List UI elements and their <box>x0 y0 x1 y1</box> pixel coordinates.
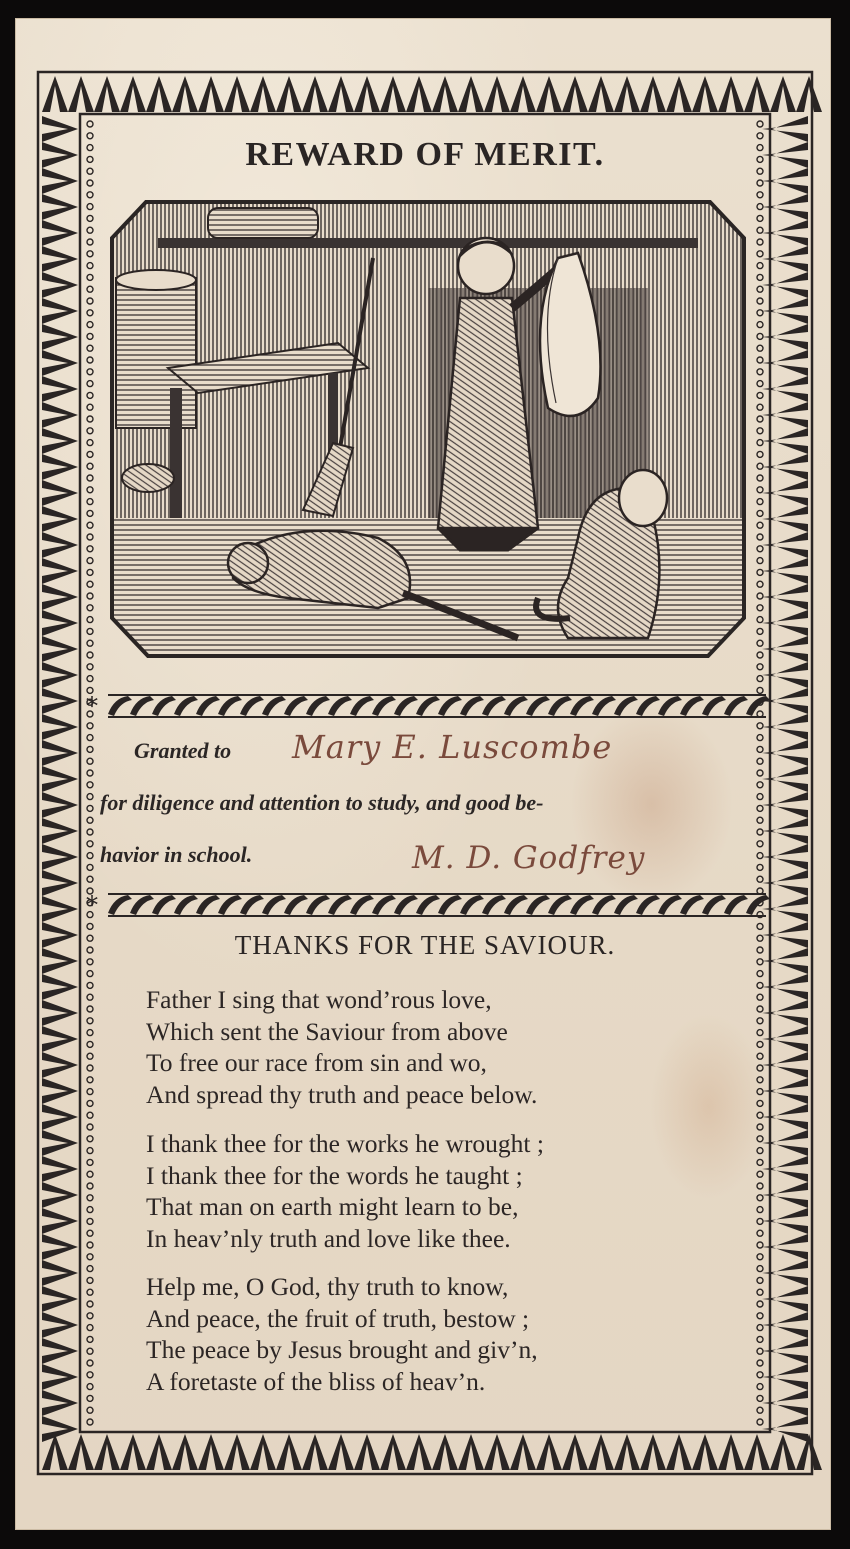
poem-line: Help me, O God, thy truth to know, <box>146 1272 509 1301</box>
granted-to-label: Granted to <box>134 738 232 763</box>
poem-line: In heav’nly truth and love like thee. <box>146 1223 511 1253</box>
poem-title: THANKS FOR THE SAVIOUR. <box>234 930 616 960</box>
poem-line: That man on earth might learn to be, <box>146 1192 519 1221</box>
poem-line: And peace, the fruit of truth, bestow ; <box>146 1303 530 1333</box>
poem-stanza-1 <box>146 984 537 1110</box>
svg-text:*: * <box>86 891 98 919</box>
woodcut-illustration <box>108 198 748 660</box>
poem-line: To free our race from sin and wo, <box>146 1048 487 1077</box>
rope-divider-bottom <box>86 891 776 919</box>
poem-line: The peace by Jesus brought and giv’n, <box>146 1335 538 1364</box>
poem-line: Father I sing that wond’rous love, <box>146 985 492 1014</box>
poem-line: And spread thy truth and peace below. <box>146 1079 538 1109</box>
recipient-name-handwritten: Mary E. Luscombe <box>292 728 613 766</box>
reason-line-1: for diligence and attention to study, and good be- <box>100 790 544 815</box>
certificate-heading: REWARD OF MERIT. <box>245 136 605 173</box>
poem-line: I thank thee for the words he taught ; <box>146 1160 523 1190</box>
poem-stanza-2 <box>146 1128 544 1254</box>
reason-line-2: havior in school. <box>100 842 253 867</box>
signature-handwritten: M. D. Godfrey <box>412 840 646 876</box>
rope-divider-top <box>86 692 776 720</box>
poem-line: Which sent the Saviour from above <box>146 1016 508 1046</box>
poem-line: A foretaste of the bliss of heav’n. <box>146 1366 486 1396</box>
svg-text:*: * <box>86 692 98 720</box>
poem-line: I thank thee for the works he wrought ; <box>146 1129 544 1158</box>
poem-stanza-3 <box>146 1271 538 1397</box>
